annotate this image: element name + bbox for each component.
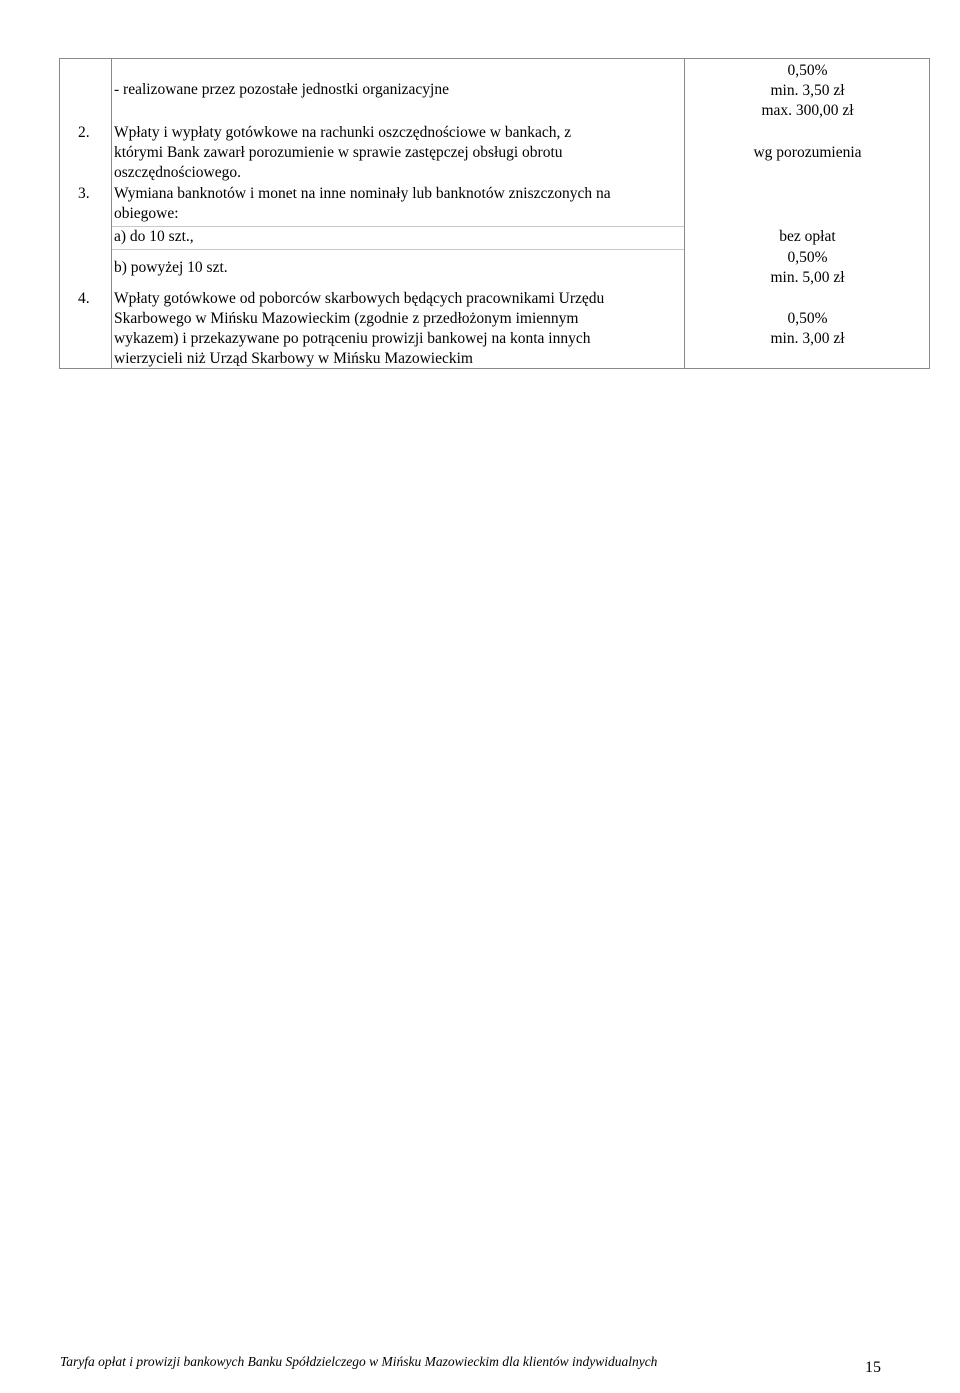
row-number: 2. [78, 124, 90, 141]
fee-value: min. 3,00 zł [770, 330, 845, 347]
row-number: 4. [78, 290, 90, 307]
fee-value: max. 300,00 zł [761, 102, 854, 119]
row-divider [112, 249, 684, 250]
fee-value: 0,50% [787, 310, 828, 327]
row-subitem: b) powyżej 10 szt. [114, 259, 228, 276]
row-description: wykazem) i przekazywane po potrąceniu prowizji bankowej na konta innych [114, 330, 591, 347]
fee-value: bez opłat [779, 228, 836, 245]
row-description: - realizowane przez pozostałe jednostki organizacyjne [114, 81, 449, 98]
row-description: Wymiana banknotów i monet na inne nominały lub banknotów zniszczonych na [114, 185, 611, 202]
row-description: obiegowe: [114, 205, 179, 222]
fee-value: 0,50% [787, 62, 828, 79]
row-description: którymi Bank zawarł porozumienie w sprawie zastępczej obsługi obrotu [114, 144, 563, 161]
page-footer: Taryfa opłat i prowizji bankowych Banku Spółdzielczego w Mińsku Mazowieckim dla klientów indywidualnych [60, 1354, 658, 1369]
row-description: wierzycieli niż Urząd Skarbowy w Mińsku Mazowieckim [114, 350, 473, 367]
row-subitem: a) do 10 szt., [114, 228, 194, 245]
row-number: 3. [78, 185, 90, 202]
row-description: Wpłaty i wypłaty gotówkowe na rachunki oszczędnościowe w bankach, z [114, 124, 572, 141]
row-divider [112, 226, 684, 227]
row-description: Skarbowego w Mińsku Mazowieckim (zgodnie z przedłożonym imiennym [114, 310, 579, 327]
fee-value: 0,50% [787, 249, 828, 266]
fee-value: min. 5,00 zł [770, 269, 845, 286]
page-number: 15 [865, 1359, 881, 1376]
row-description: oszczędnościowego. [114, 164, 241, 181]
fee-value: wg porozumienia [753, 144, 862, 161]
fee-value: min. 3,50 zł [770, 82, 845, 99]
row-description: Wpłaty gotówkowe od poborców skarbowych będących pracownikami Urzędu [114, 290, 605, 307]
column-divider-number [111, 58, 112, 369]
